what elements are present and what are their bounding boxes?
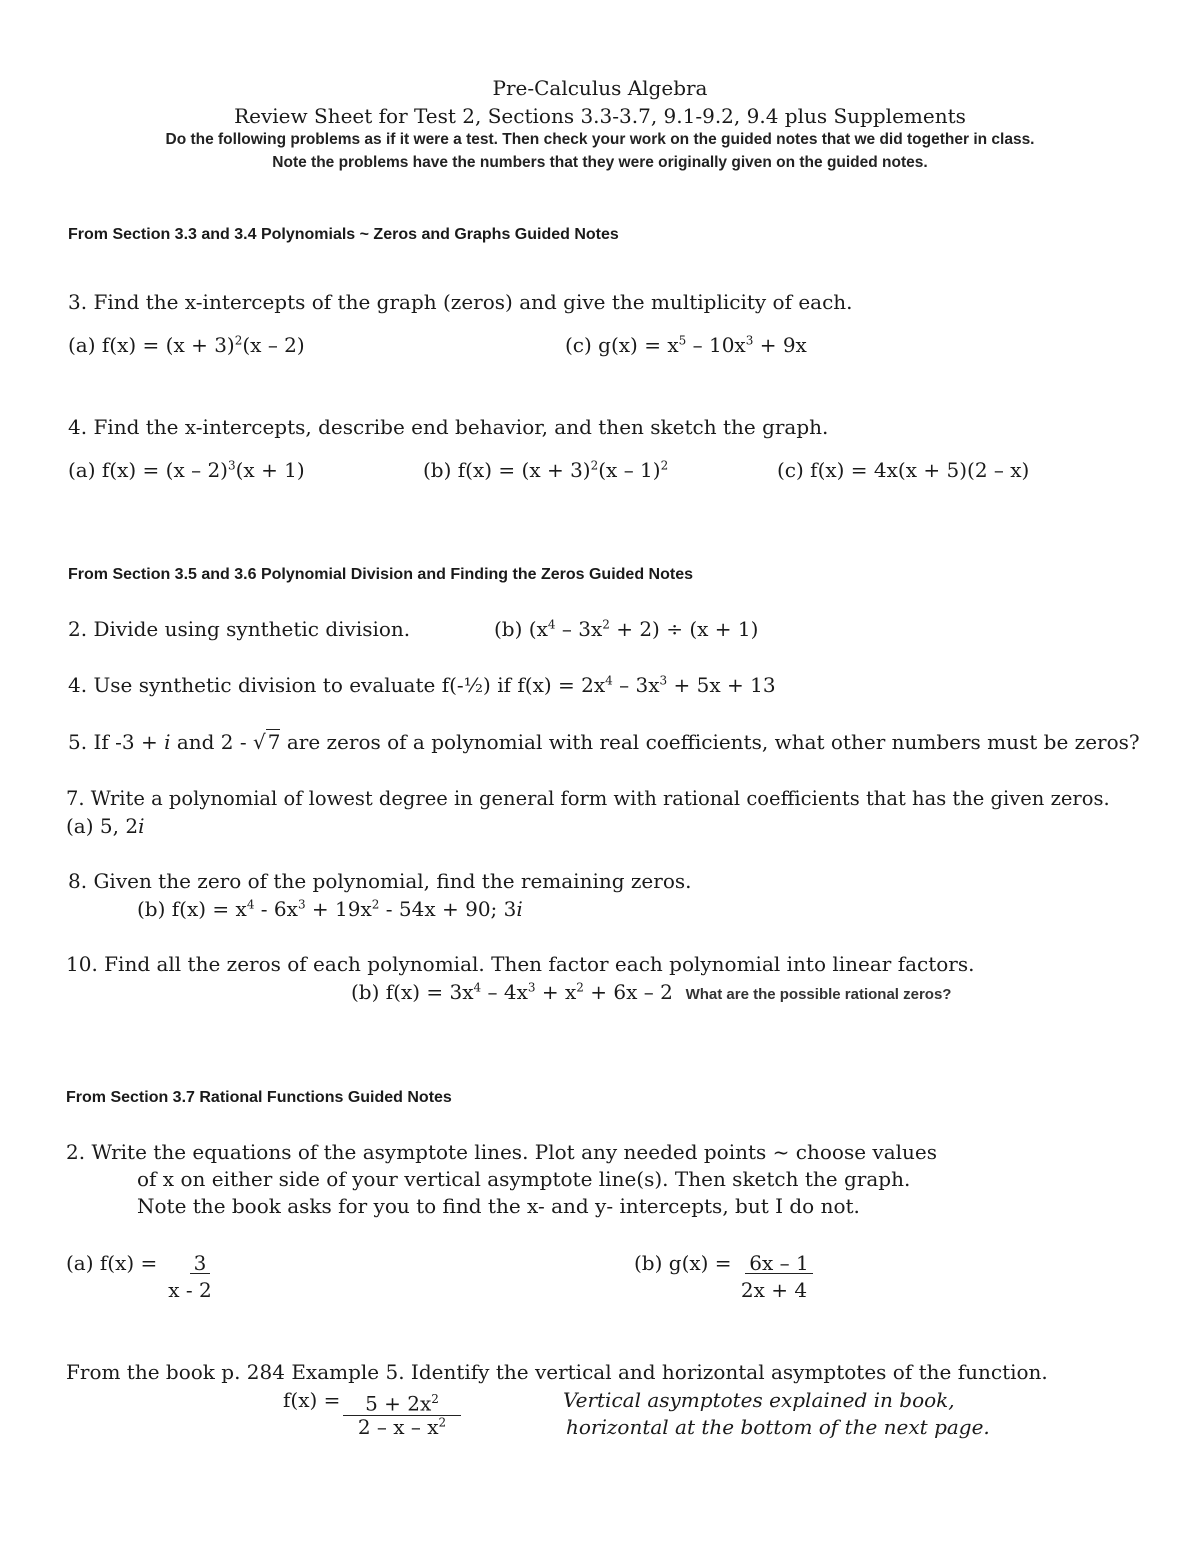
section-heading-3-5: From Section 3.5 and 3.6 Polynomial Division and Finding the Zeros Guided Notes <box>68 566 693 583</box>
section-heading-3-7: From Section 3.7 Rational Functions Guided Notes <box>66 1089 452 1106</box>
book-fraction-numerator: $5 + 2x^2$ <box>343 1388 461 1416</box>
question-2b: (b) $(x^4 - 3x^2 + 2) \div (x + 1)$ <box>494 617 759 641</box>
question-2-line-3: Note the book asks for you to find the x- and y- intercepts, but I do not. <box>137 1194 860 1218</box>
question-3a: (a) $f(x) = (x + 3)^2(x - 2)$ <box>68 333 305 357</box>
fraction-b-denominator: 2x + 4 <box>740 1278 808 1302</box>
question-10b: (b) $f(x) = 3x^4 - 4x^3 + x^2 + 6x - 2$ What are the possible rational zeros? <box>351 980 952 1004</box>
book-f-label: f(x) = <box>283 1388 341 1412</box>
page-title: Pre-Calculus Algebra <box>492 76 708 100</box>
question-4b: (b) $f(x) = (x + 3)^2(x - 1)^2$ <box>423 458 669 482</box>
question-3c: (c) $g(x) = x^5 - 10x^3 + 9x$ <box>565 333 807 357</box>
book-note-line-2: horizontal at the bottom of the next page. <box>566 1415 990 1439</box>
fraction-a-numerator: 3 <box>170 1251 230 1275</box>
question-4-text: 4. Find the x-intercepts, describe end behavior, and then sketch the graph. <box>68 415 829 439</box>
section-heading-3-3: From Section 3.3 and 3.4 Polynomials ~ Zeros and Graphs Guided Notes <box>68 226 619 243</box>
question-2-text: 2. Divide using synthetic division. <box>68 617 411 641</box>
book-fraction-denominator: 2 – x – $x^2$ <box>357 1415 447 1439</box>
question-2-line-2: of x on either side of your vertical asymptote line(s). Then sketch the graph. <box>137 1167 911 1191</box>
fraction-a-denominator: x - 2 <box>168 1278 212 1302</box>
instruction-line-2: Note the problems have the numbers that they were originally given on the guided notes. <box>272 154 928 171</box>
question-2a-label: (a) f(x) = <box>66 1251 158 1275</box>
book-note-line-1: Vertical asymptotes explained in book, <box>563 1388 955 1412</box>
question-4a: (a) f(x) = (x – 2)$^3$(x + 1) <box>68 458 305 482</box>
question-2b-label: (b) g(x) = <box>634 1251 732 1275</box>
question-7a: (a) 5, 2i <box>66 814 145 838</box>
question-8-text: 8. Given the zero of the polynomial, find the remaining zeros. <box>68 869 692 893</box>
question-4c: (c) f(x) = 4x(x + 5)(2 – x) <box>777 458 1030 482</box>
question-4-synthetic: 4. Use synthetic division to evaluate f(-½) if $f(x) = 2x^4 - 3x^3 + 5x + 13$ <box>68 673 776 697</box>
question-7-text: 7. Write a polynomial of lowest degree in general form with rational coefficients that has the given zeros. <box>66 787 1110 810</box>
question-5: 5. If -3 + i and 2 - √ 7 are zeros of a polynomial with real coefficients, what other numbers must be zeros? <box>68 730 1140 754</box>
book-example-text: From the book p. 284 Example 5. Identify the vertical and horizontal asymptotes of the function. <box>66 1360 1048 1384</box>
rational-zeros-note: What are the possible rational zeros? <box>685 986 952 1003</box>
question-10-text: 10. Find all the zeros of each polynomial. Then factor each polynomial into linear factors. <box>66 952 975 976</box>
question-3-text: 3. Find the x-intercepts of the graph (zeros) and give the multiplicity of each. <box>68 290 853 314</box>
question-8b: (b) $f(x) = x^4 - 6x^3 + 19x^2 - 54x + 90$; 3i <box>137 897 523 921</box>
fraction-b-numerator: 6x – 1 <box>744 1251 814 1275</box>
question-2-line-1: 2. Write the equations of the asymptote lines. Plot any needed points ~ choose values <box>66 1140 937 1164</box>
page-subtitle: Review Sheet for Test 2, Sections 3.3-3.7, 9.1-9.2, 9.4 plus Supplements <box>234 104 966 128</box>
instruction-line-1: Do the following problems as if it were a test. Then check your work on the guided notes that we did together in class. <box>165 131 1035 148</box>
